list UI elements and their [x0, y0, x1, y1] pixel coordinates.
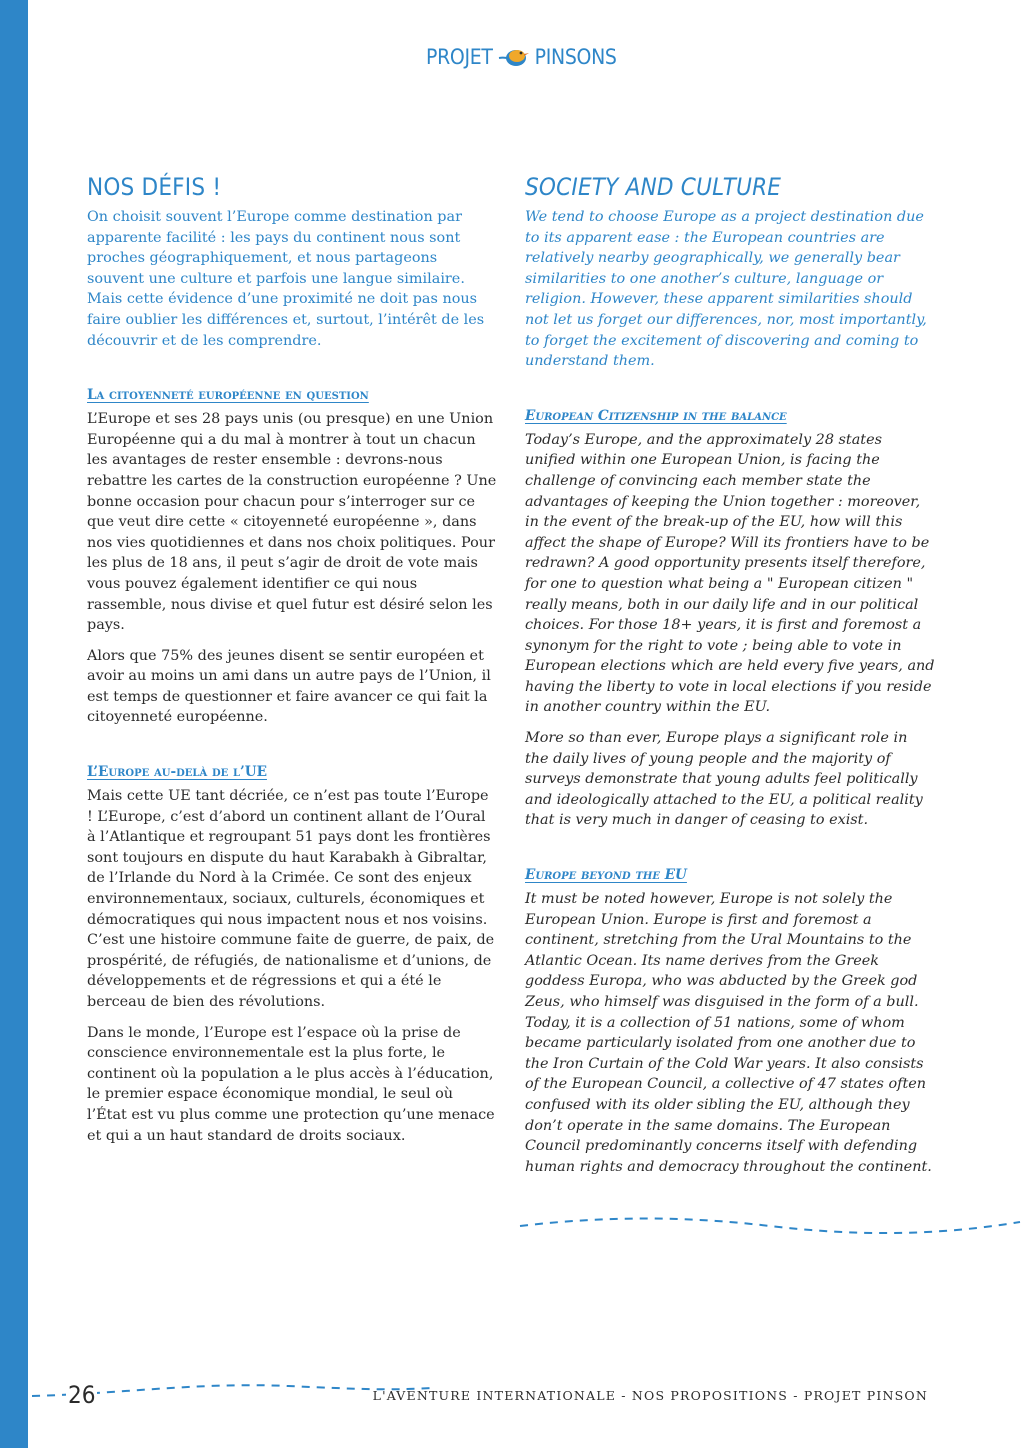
french-title: NOS DÉFIS ! — [87, 173, 222, 201]
logo-text-right: PINSONS — [534, 45, 617, 69]
french-section1-paragraph-2: Alors que 75% des jeunes disent se sentir européen et avoir au moins un ami dans un autre pays de l’Union, il est temps de questionner et faire avancer ce qui fait la citoyenneté européenne. — [87, 647, 491, 726]
english-section1-paragraph-2: More so than ever, Europe plays a significant role in the daily lives of young people and the majority of surveys demonstrate that young adults feel politically and ideologically attached to the EU, a political reality that is very much in danger of ceasing to exist. — [525, 730, 923, 829]
french-section2-paragraph-1: Mais cette UE tant décriée, ce n’est pas toute l’Europe ! L’Europe, c’est d’abord un continent allant de l’Oural à l’Atlantique et regroupant 51 pays dont les frontières sont toujours en dispute du haut Karabakh à Gibraltar, de l’Irlande du Nord à la Crimée. Ce sont des enjeux environnementaux, sociaux, culturels, économiques et démocratiques qui nous impactent nous et nos voisins. C’est une histoire commune faite de guerre, de paix, de prospérité, de réfugiés, de nationalisme et d’unions, de développements et de régressions et qui a été le berceau de bien des révolutions. — [87, 788, 495, 1010]
french-section2-heading: L’Europe au-delà de l’UE — [87, 764, 267, 781]
english-title: SOCIETY AND CULTURE — [525, 173, 782, 201]
french-column — [87, 172, 497, 1156]
running-footer-title: L'AVENTURE INTERNATIONALE - NOS PROPOSITIONS - PROJET PINSON — [372, 1388, 928, 1403]
left-accent-bar — [0, 0, 28, 1448]
finch-bird-icon — [497, 42, 531, 72]
english-section2-paragraph-1: It must be noted however, Europe is not solely the European Union. Europe is first and foremost a continent, stretching from the Ural Mountains to the Atlantic Ocean. Its name derives from the Greek goddess Europa, who was abducted by the Greek god Zeus, who himself was disguised in the form of a bull. Today, it is a collection of 51 nations, some of whom became particularly isolated from one another due to the Iron Curtain of the Cold War years. It also consists of the European Council, a collective of 47 states often confused with its older sibling the EU, although they don’t operate in the same domains. The European Council predominantly concerns itself with defending human rights and democracy throughout the continent. — [525, 891, 932, 1175]
header-logo — [426, 40, 617, 74]
english-section2-heading: Europe beyond the EU — [525, 867, 687, 884]
english-section1-heading: European Citizenship in the balance — [525, 407, 787, 424]
english-column — [525, 172, 935, 1187]
french-section1-heading: La citoyenneté européenne en question — [87, 387, 369, 404]
french-section1-paragraph-1: L’Europe et ses 28 pays unis (ou presque) en une Union Européenne qui a du mal à montrer à tout un chacun les avantages de rester ensemble : devrons-nous rebattre les cartes de la construction européenne ? Une bonne occasion pour chacun pour s’interroger sur ce que veut dire cette « citoyenneté européenne », dans nos vies quotidiennes et dans nos choix politiques. Pour les plus de 18 ans, il peut s’agir de droit de vote mais vous pouvez également identifier ce qui nous rassemble, nous divise et quel futur est désiré selon les pays. — [87, 411, 497, 634]
english-section1-paragraph-1: Today’s Europe, and the approximately 28 states unified within one European Union, is facing the challenge of convincing each member state the advantages of keeping the Union together : moreover, in the event of the break-up of the EU, how will this affect the shape of Europe? Will its frontiers have to be redrawn? A good opportunity presents itself therefore, for one to question what being a " European citizen " really means, both in our daily life and in our political choices. For those 18+ years, it is first and foremost a synonym for the right to vote ; being able to vote in European elections which are held every five years, and having the liberty to vote in local elections if you reside in another country within the EU. — [525, 431, 935, 716]
page-number: 26 — [68, 1381, 96, 1409]
french-section2-paragraph-2: Dans le monde, l’Europe est l’espace où la prise de conscience environnementale est la plus forte, le continent où la population a le plus accès à l’éducation, le premier espace économique mondial, le seul où l’État est vu plus comme une protection qu’une menace et qui a un haut standard de droits sociaux. — [87, 1024, 495, 1144]
decorative-dashed-wave — [515, 1214, 1024, 1238]
english-intro: We tend to choose Europe as a project destination due to its apparent ease : the European countries are relatively nearby geographically, we generally bear similarities to one another’s culture, language or religion. However, these apparent similarities should not let us forget our differences, nor, most importantly, to forget the excitement of discovering and coming to understand them. — [525, 209, 927, 370]
french-intro: On choisit souvent l’Europe comme destination par apparente facilité : les pays du continent nous sont proches géographiquement, et nous partageons souvent une culture et parfois une langue similaire. Mais cette évidence d’une proximité ne doit pas nous faire oublier les différences et, surtout, l’intérêt de les découvrir et de les comprendre. — [87, 209, 485, 349]
logo-text-left: PROJET — [426, 45, 493, 69]
